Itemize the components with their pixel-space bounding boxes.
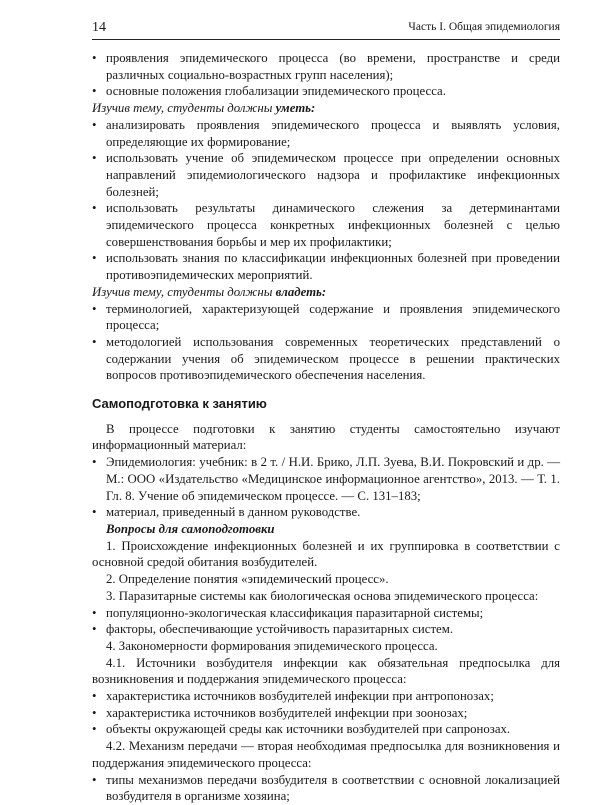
list-item: • материал, приведенный в данном руководстве.: [92, 504, 560, 521]
skills-heading: Изучив тему, студенты должны уметь:: [92, 101, 316, 116]
list-item: • анализировать проявления эпидемического процесса и выявлять условия, определяющие их формирование;: [92, 117, 560, 150]
list-item: • использовать учение об эпидемическом процессе при определении основных направлений эпидемиологического надзора и профилактике инфекционных болезней;: [92, 150, 560, 200]
list-item: • типы механизмов передачи возбудителя в соответствии с основной локализацией возбудителя в организме хозяина;: [92, 772, 560, 805]
questions-heading: Вопросы для самоподготовки: [106, 521, 275, 536]
list-item: • основные положения глобализации эпидемического процесса.: [92, 83, 560, 100]
question-item: 1. Происхождение инфекционных болезней и их группировка в соответствии с основной средой обитания возбудителей.: [92, 538, 560, 570]
list-item: • проявления эпидемического процесса (во времени, пространстве и среди различных социально-возрастных групп населения);: [92, 50, 560, 83]
list-item: • Эпидемиология: учебник: в 2 т. / Н.И. Брико, Л.П. Зуева, В.И. Покровский и др. — М.: ООО «Издательство «Медицинское информационное агентство», 2013. — Т. 1. Гл. 8. Учение об эпидемическом процессе. — С. 131–183;: [92, 454, 560, 504]
question-item: 2. Определение понятия «эпидемический процесс».: [106, 572, 389, 587]
list-item: • характеристика источников возбудителей инфекции при зоонозах;: [92, 705, 560, 722]
list-item: • факторы, обеспечивающие устойчивость паразитарных систем.: [92, 621, 560, 638]
list-item: • терминологией, характеризующей содержание и проявления эпидемического процесса;: [92, 301, 560, 334]
list-item: • объекты окружающей среды как источники возбудителей при сапронозах.: [92, 721, 560, 738]
question-item: 4.2. Механизм передачи — вторая необходимая предпосылка для возникновения и поддержания эпидемического процесса:: [92, 739, 560, 770]
list-item: • методологией использования современных теоретических представлений о содержании учения об эпидемическом процессе в решении практических вопросов противоэпидемического обеспечения населения.: [92, 334, 560, 384]
page-header: [92, 17, 560, 40]
list-item: • использовать результаты динамического слежения за детерминантами эпидемического процесса конкретных инфекционных болезней с целью совершенствования борьбы и мер их профилактики;: [92, 200, 560, 250]
mastery-heading: Изучив тему, студенты должны владеть:: [92, 284, 327, 299]
list-item: • использовать знания по классификации инфекционных болезней при проведении противоэпидемических мероприятий.: [92, 250, 560, 283]
intro-paragraph: В процессе подготовки к занятию студенты самостоятельно изучают информационный материал:: [92, 421, 560, 453]
question-item: 4.1. Источники возбудителя инфекции как обязательная предпосылка для возникновения и поддержания эпидемического процесса:: [92, 655, 560, 687]
list-item: • характеристика источников возбудителей инфекции при антропонозах;: [92, 688, 560, 705]
question-item: 4. Закономерности формирования эпидемического процесса.: [106, 638, 438, 653]
page-number: 14: [92, 20, 106, 35]
running-title: Часть I. Общая эпидемиология: [408, 21, 560, 33]
page-body: [92, 50, 560, 805]
question-item: 3. Паразитарные системы как биологическая основа эпидемического процесса:: [106, 588, 539, 603]
list-item: • популяционно-экологическая классификация паразитарной системы;: [92, 605, 560, 622]
section-title: Самоподготовка к занятию: [92, 396, 267, 412]
